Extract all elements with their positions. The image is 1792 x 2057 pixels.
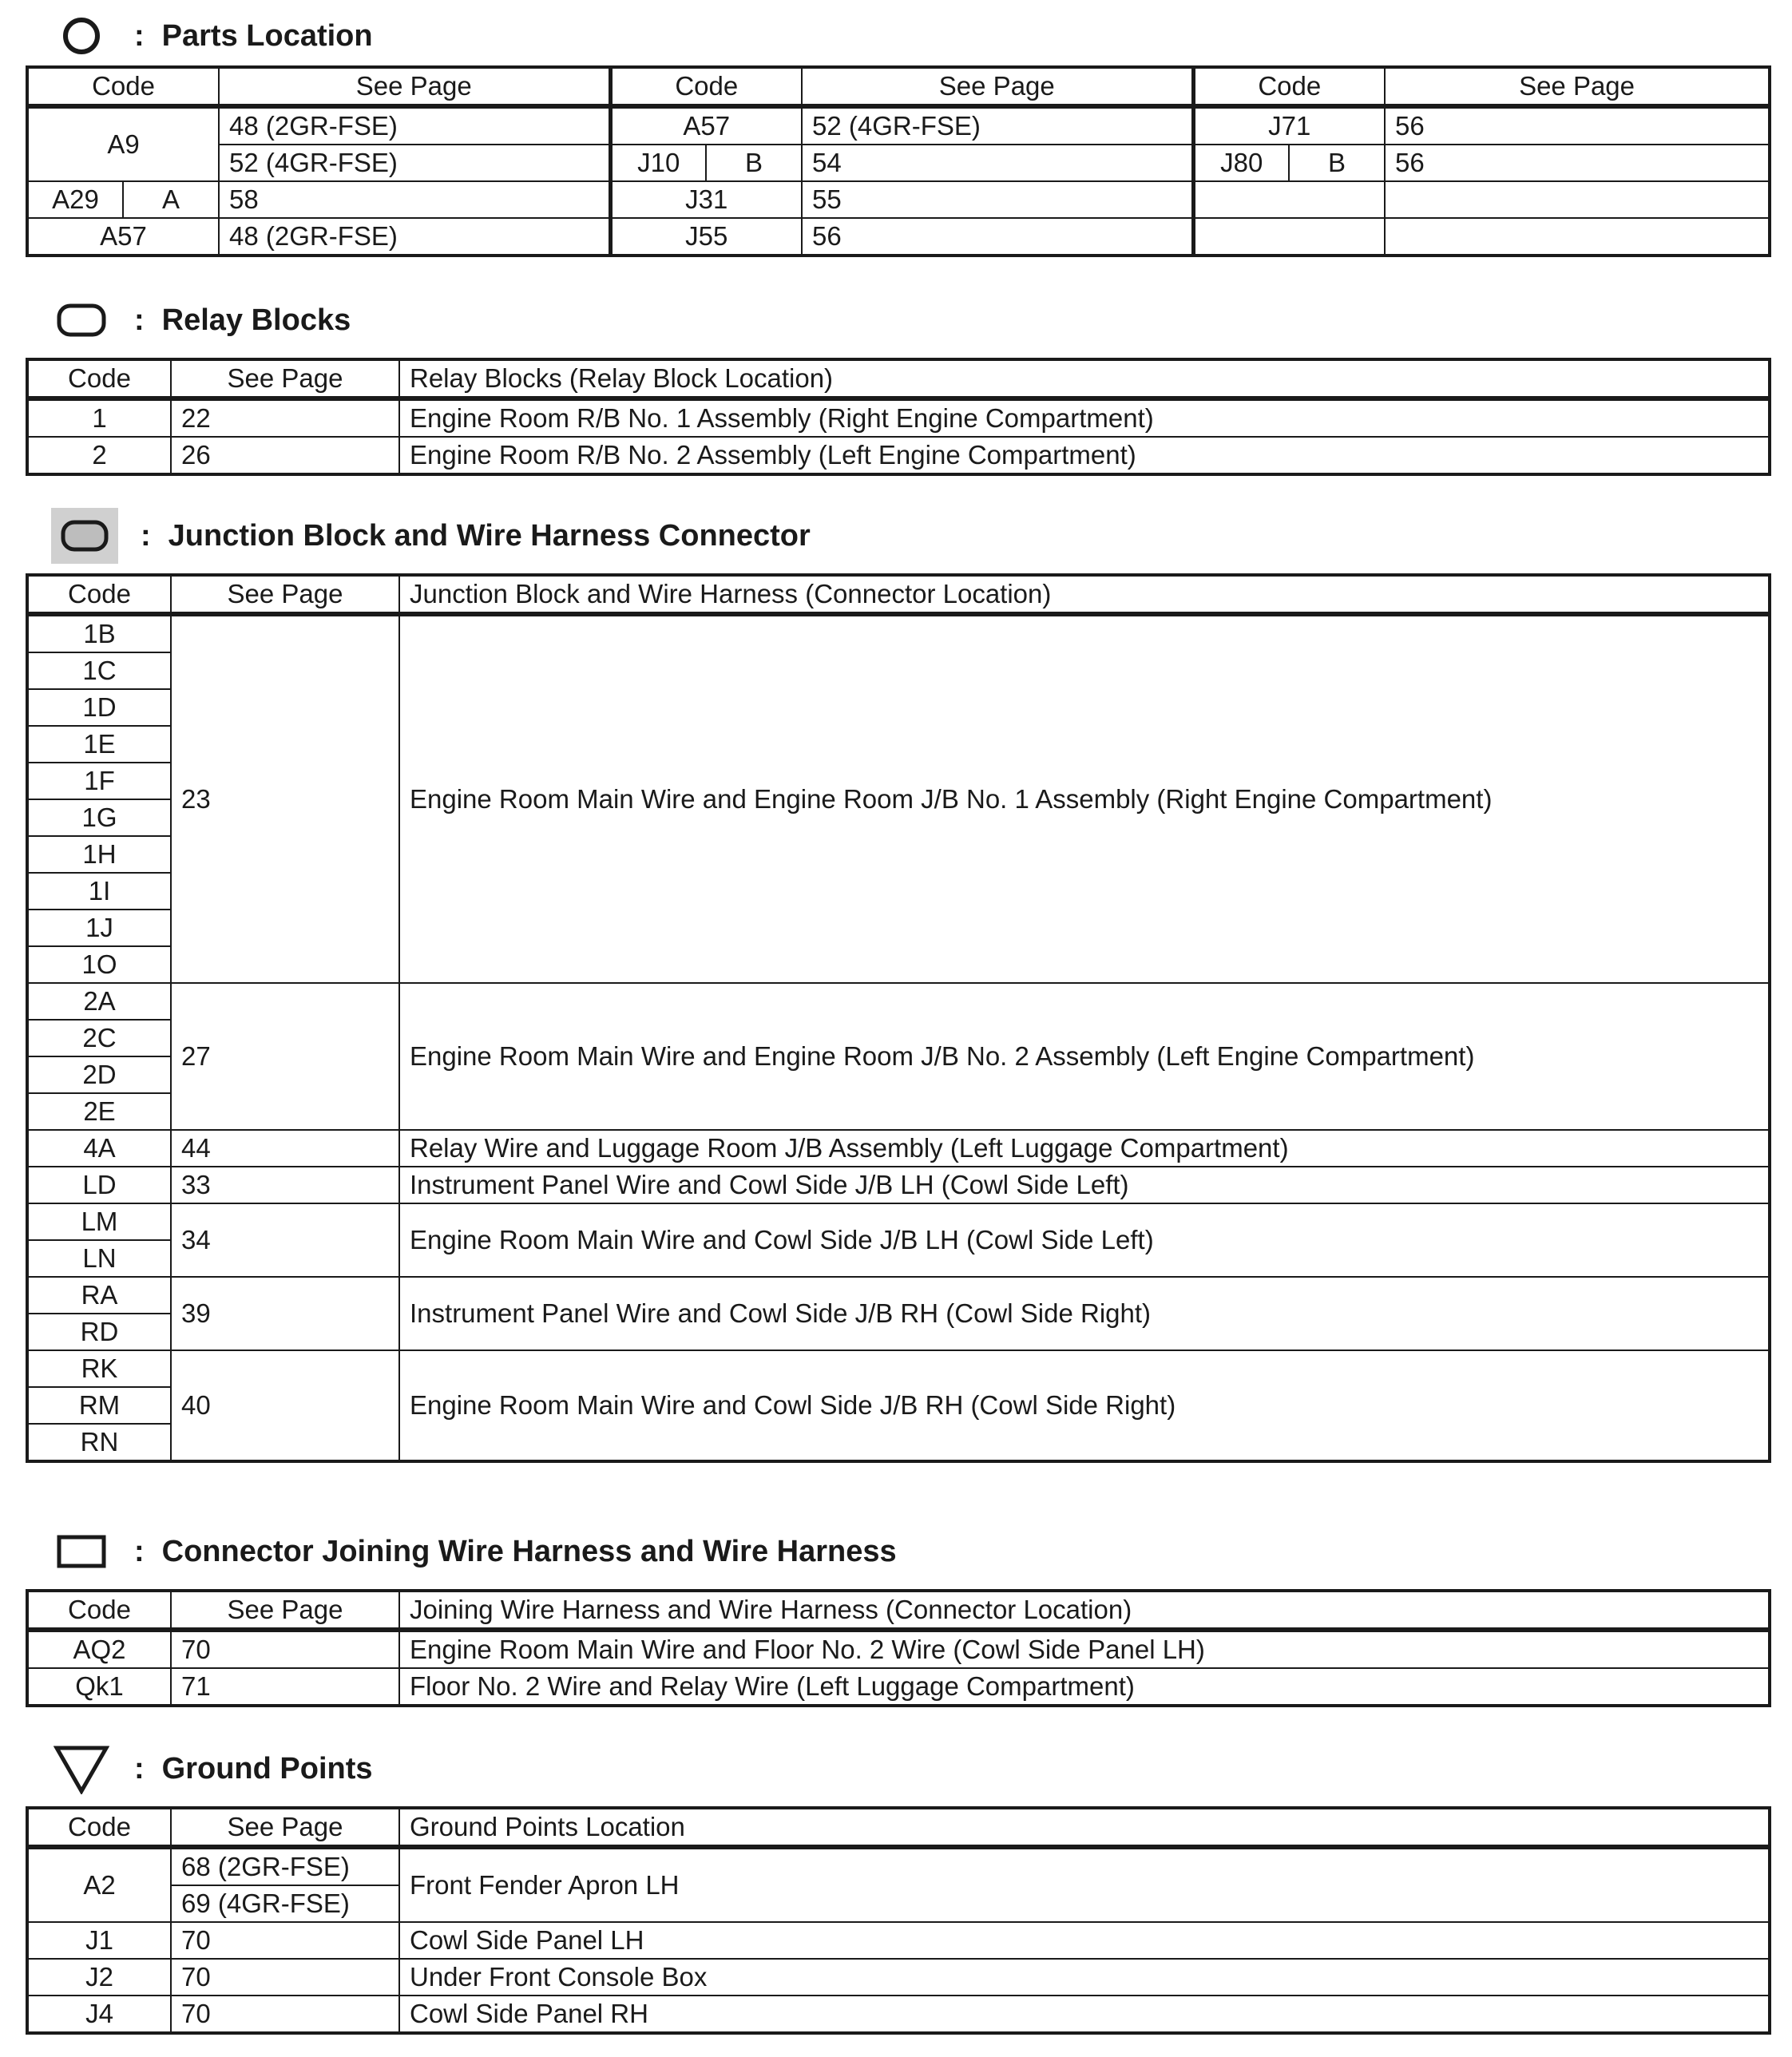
description-cell: Engine Room R/B No. 1 Assembly (Right Engine Compartment) — [399, 398, 1770, 437]
header-description: Relay Blocks (Relay Block Location) — [399, 359, 1770, 398]
empty-cell — [1385, 181, 1770, 218]
header-code: Code — [27, 359, 171, 398]
description-cell: Front Fender Apron LH — [399, 1847, 1770, 1922]
rect-icon — [51, 1524, 112, 1579]
code-sub-cell: A — [123, 181, 219, 218]
code-sub-cell: B — [706, 145, 802, 181]
page-cell: 68 (2GR-FSE) — [171, 1847, 399, 1885]
parts-location-table — [26, 65, 1771, 257]
code-cell: 1J — [27, 910, 171, 946]
description-cell: Under Front Console Box — [399, 1959, 1770, 1996]
empty-cell — [1193, 218, 1385, 256]
code-cell: Qk1 — [27, 1668, 171, 1706]
header-code: Code — [610, 67, 802, 106]
description-cell: Cowl Side Panel RH — [399, 1996, 1770, 2033]
code-cell: 1B — [27, 614, 171, 652]
header-description: Junction Block and Wire Harness (Connector Location) — [399, 575, 1770, 614]
header-see-page: See Page — [171, 359, 399, 398]
page-cell: 70 — [171, 1996, 399, 2033]
code-cell: J71 — [1193, 106, 1385, 145]
code-cell: J10 — [610, 145, 706, 181]
page-cell: 56 — [1385, 106, 1770, 145]
header-code: Code — [27, 67, 219, 106]
code-cell: RD — [27, 1314, 171, 1350]
page-cell: 39 — [171, 1277, 399, 1350]
header-description: Ground Points Location — [399, 1808, 1770, 1847]
description-cell: Instrument Panel Wire and Cowl Side J/B RH (Cowl Side Right) — [399, 1277, 1770, 1350]
description-cell: Engine Room Main Wire and Engine Room J/B No. 2 Assembly (Left Engine Compartment) — [399, 983, 1770, 1130]
code-cell: J1 — [27, 1922, 171, 1959]
description-cell: Cowl Side Panel LH — [399, 1922, 1770, 1959]
page-cell: 54 — [802, 145, 1193, 181]
table-row — [27, 1167, 1770, 1203]
page-cell: 70 — [171, 1922, 399, 1959]
code-cell: J55 — [610, 218, 802, 256]
page-cell: 40 — [171, 1350, 399, 1461]
code-cell: 1G — [27, 799, 171, 836]
table-row — [27, 614, 1770, 652]
code-cell: 2E — [27, 1093, 171, 1130]
header-see-page: See Page — [171, 1591, 399, 1630]
code-cell: J31 — [610, 181, 802, 218]
header-code: Code — [1193, 67, 1385, 106]
connector-joining-table — [26, 1589, 1771, 1707]
page-cell: 23 — [171, 614, 399, 983]
description-cell: Engine Room Main Wire and Engine Room J/B No. 1 Assembly (Right Engine Compartment) — [399, 614, 1770, 983]
header-code: Code — [27, 575, 171, 614]
code-cell: 1E — [27, 726, 171, 763]
code-cell: AQ2 — [27, 1630, 171, 1668]
table-row — [27, 106, 1770, 145]
header-code: Code — [27, 1591, 171, 1630]
code-cell: RK — [27, 1350, 171, 1387]
ground-points-title: Ground Points — [161, 1751, 373, 1786]
ground-points-table — [26, 1806, 1771, 2035]
code-cell: 4A — [27, 1130, 171, 1167]
description-cell: Engine Room Main Wire and Cowl Side J/B RH (Cowl Side Right) — [399, 1350, 1770, 1461]
table-row — [27, 1922, 1770, 1959]
page-cell: 27 — [171, 983, 399, 1130]
code-cell: LN — [27, 1240, 171, 1277]
table-row — [27, 218, 1770, 256]
shaded-rounded-rect-icon — [51, 508, 118, 564]
page-cell: 70 — [171, 1959, 399, 1996]
code-cell: 2 — [27, 437, 171, 474]
code-cell: 1C — [27, 652, 171, 689]
code-cell: A29 — [27, 181, 123, 218]
header-description: Joining Wire Harness and Wire Harness (Connector Location) — [399, 1591, 1770, 1630]
page-cell: 33 — [171, 1167, 399, 1203]
parts-location-header: : Parts Location — [51, 8, 373, 64]
empty-cell — [1193, 181, 1385, 218]
code-cell: 1 — [27, 398, 171, 437]
table-row — [27, 1630, 1770, 1668]
page-cell: 52 (4GR-FSE) — [219, 145, 610, 181]
page-cell: 71 — [171, 1668, 399, 1706]
code-cell: 1I — [27, 873, 171, 910]
page-cell: 58 — [219, 181, 610, 218]
page-cell: 70 — [171, 1630, 399, 1668]
table-header-row — [27, 1591, 1770, 1630]
relay-blocks-header: : Relay Blocks — [51, 292, 351, 348]
code-cell: 2C — [27, 1020, 171, 1056]
page-cell: 56 — [1385, 145, 1770, 181]
page-cell: 52 (4GR-FSE) — [802, 106, 1193, 145]
junction-block-title: Junction Block and Wire Harness Connector — [168, 518, 811, 553]
table-row — [27, 1959, 1770, 1996]
code-cell: LM — [27, 1203, 171, 1240]
code-cell: 2A — [27, 983, 171, 1020]
code-cell: J2 — [27, 1959, 171, 1996]
table-row — [27, 145, 1770, 181]
page-cell: 48 (2GR-FSE) — [219, 106, 610, 145]
table-row — [27, 1130, 1770, 1167]
description-cell: Floor No. 2 Wire and Relay Wire (Left Luggage Compartment) — [399, 1668, 1770, 1706]
relay-blocks-table — [26, 358, 1771, 476]
code-cell: J80 — [1193, 145, 1289, 181]
code-cell: LD — [27, 1167, 171, 1203]
table-header-row — [27, 67, 1770, 106]
code-cell: 1F — [27, 763, 171, 799]
relay-blocks-title: Relay Blocks — [161, 303, 351, 337]
header-see-page: See Page — [171, 575, 399, 614]
page-cell: 22 — [171, 398, 399, 437]
code-cell: 1O — [27, 946, 171, 983]
table-row — [27, 1668, 1770, 1706]
empty-cell — [1385, 218, 1770, 256]
description-cell: Engine Room Main Wire and Floor No. 2 Wire (Cowl Side Panel LH) — [399, 1630, 1770, 1668]
description-cell: Relay Wire and Luggage Room J/B Assembly (Left Luggage Compartment) — [399, 1130, 1770, 1167]
junction-block-header: : Junction Block and Wire Harness Connector — [51, 508, 811, 564]
code-cell: A2 — [27, 1847, 171, 1922]
description-cell: Engine Room R/B No. 2 Assembly (Left Engine Compartment) — [399, 437, 1770, 474]
table-row — [27, 398, 1770, 437]
code-cell: 1D — [27, 689, 171, 726]
table-row — [27, 1847, 1770, 1885]
header-code: Code — [27, 1808, 171, 1847]
header-see-page: See Page — [171, 1808, 399, 1847]
code-cell: RM — [27, 1387, 171, 1424]
code-cell: A57 — [610, 106, 802, 145]
table-row — [27, 437, 1770, 474]
header-see-page: See Page — [1385, 67, 1770, 106]
table-header-row — [27, 359, 1770, 398]
header-see-page: See Page — [219, 67, 610, 106]
connector-joining-header: : Connector Joining Wire Harness and Wire Harness — [51, 1524, 897, 1579]
code-cell: 2D — [27, 1056, 171, 1093]
connector-joining-title: Connector Joining Wire Harness and Wire Harness — [161, 1534, 897, 1568]
page-cell: 48 (2GR-FSE) — [219, 218, 610, 256]
code-sub-cell: B — [1289, 145, 1385, 181]
parts-location-title: Parts Location — [161, 18, 373, 53]
page-cell: 26 — [171, 437, 399, 474]
code-cell: RA — [27, 1277, 171, 1314]
table-row — [27, 1203, 1770, 1240]
table-row — [27, 181, 1770, 218]
table-row — [27, 1350, 1770, 1387]
table-row — [27, 983, 1770, 1020]
table-row — [27, 1277, 1770, 1314]
page-cell: 34 — [171, 1203, 399, 1277]
circle-icon — [51, 8, 112, 64]
code-cell: A9 — [27, 106, 219, 181]
code-cell: A57 — [27, 218, 219, 256]
page-cell: 56 — [802, 218, 1193, 256]
table-row — [27, 1996, 1770, 2033]
table-header-row — [27, 1808, 1770, 1847]
junction-block-table — [26, 573, 1771, 1463]
header-see-page: See Page — [802, 67, 1193, 106]
code-cell: RN — [27, 1424, 171, 1461]
description-cell: Instrument Panel Wire and Cowl Side J/B LH (Cowl Side Left) — [399, 1167, 1770, 1203]
rounded-rect-icon — [51, 292, 112, 348]
triangle-icon — [51, 1741, 112, 1797]
page-cell: 69 (4GR-FSE) — [171, 1885, 399, 1922]
page-cell: 44 — [171, 1130, 399, 1167]
ground-points-header: : Ground Points — [51, 1741, 373, 1797]
table-header-row — [27, 575, 1770, 614]
page-cell: 55 — [802, 181, 1193, 218]
description-cell: Engine Room Main Wire and Cowl Side J/B LH (Cowl Side Left) — [399, 1203, 1770, 1277]
code-cell: J4 — [27, 1996, 171, 2033]
code-cell: 1H — [27, 836, 171, 873]
